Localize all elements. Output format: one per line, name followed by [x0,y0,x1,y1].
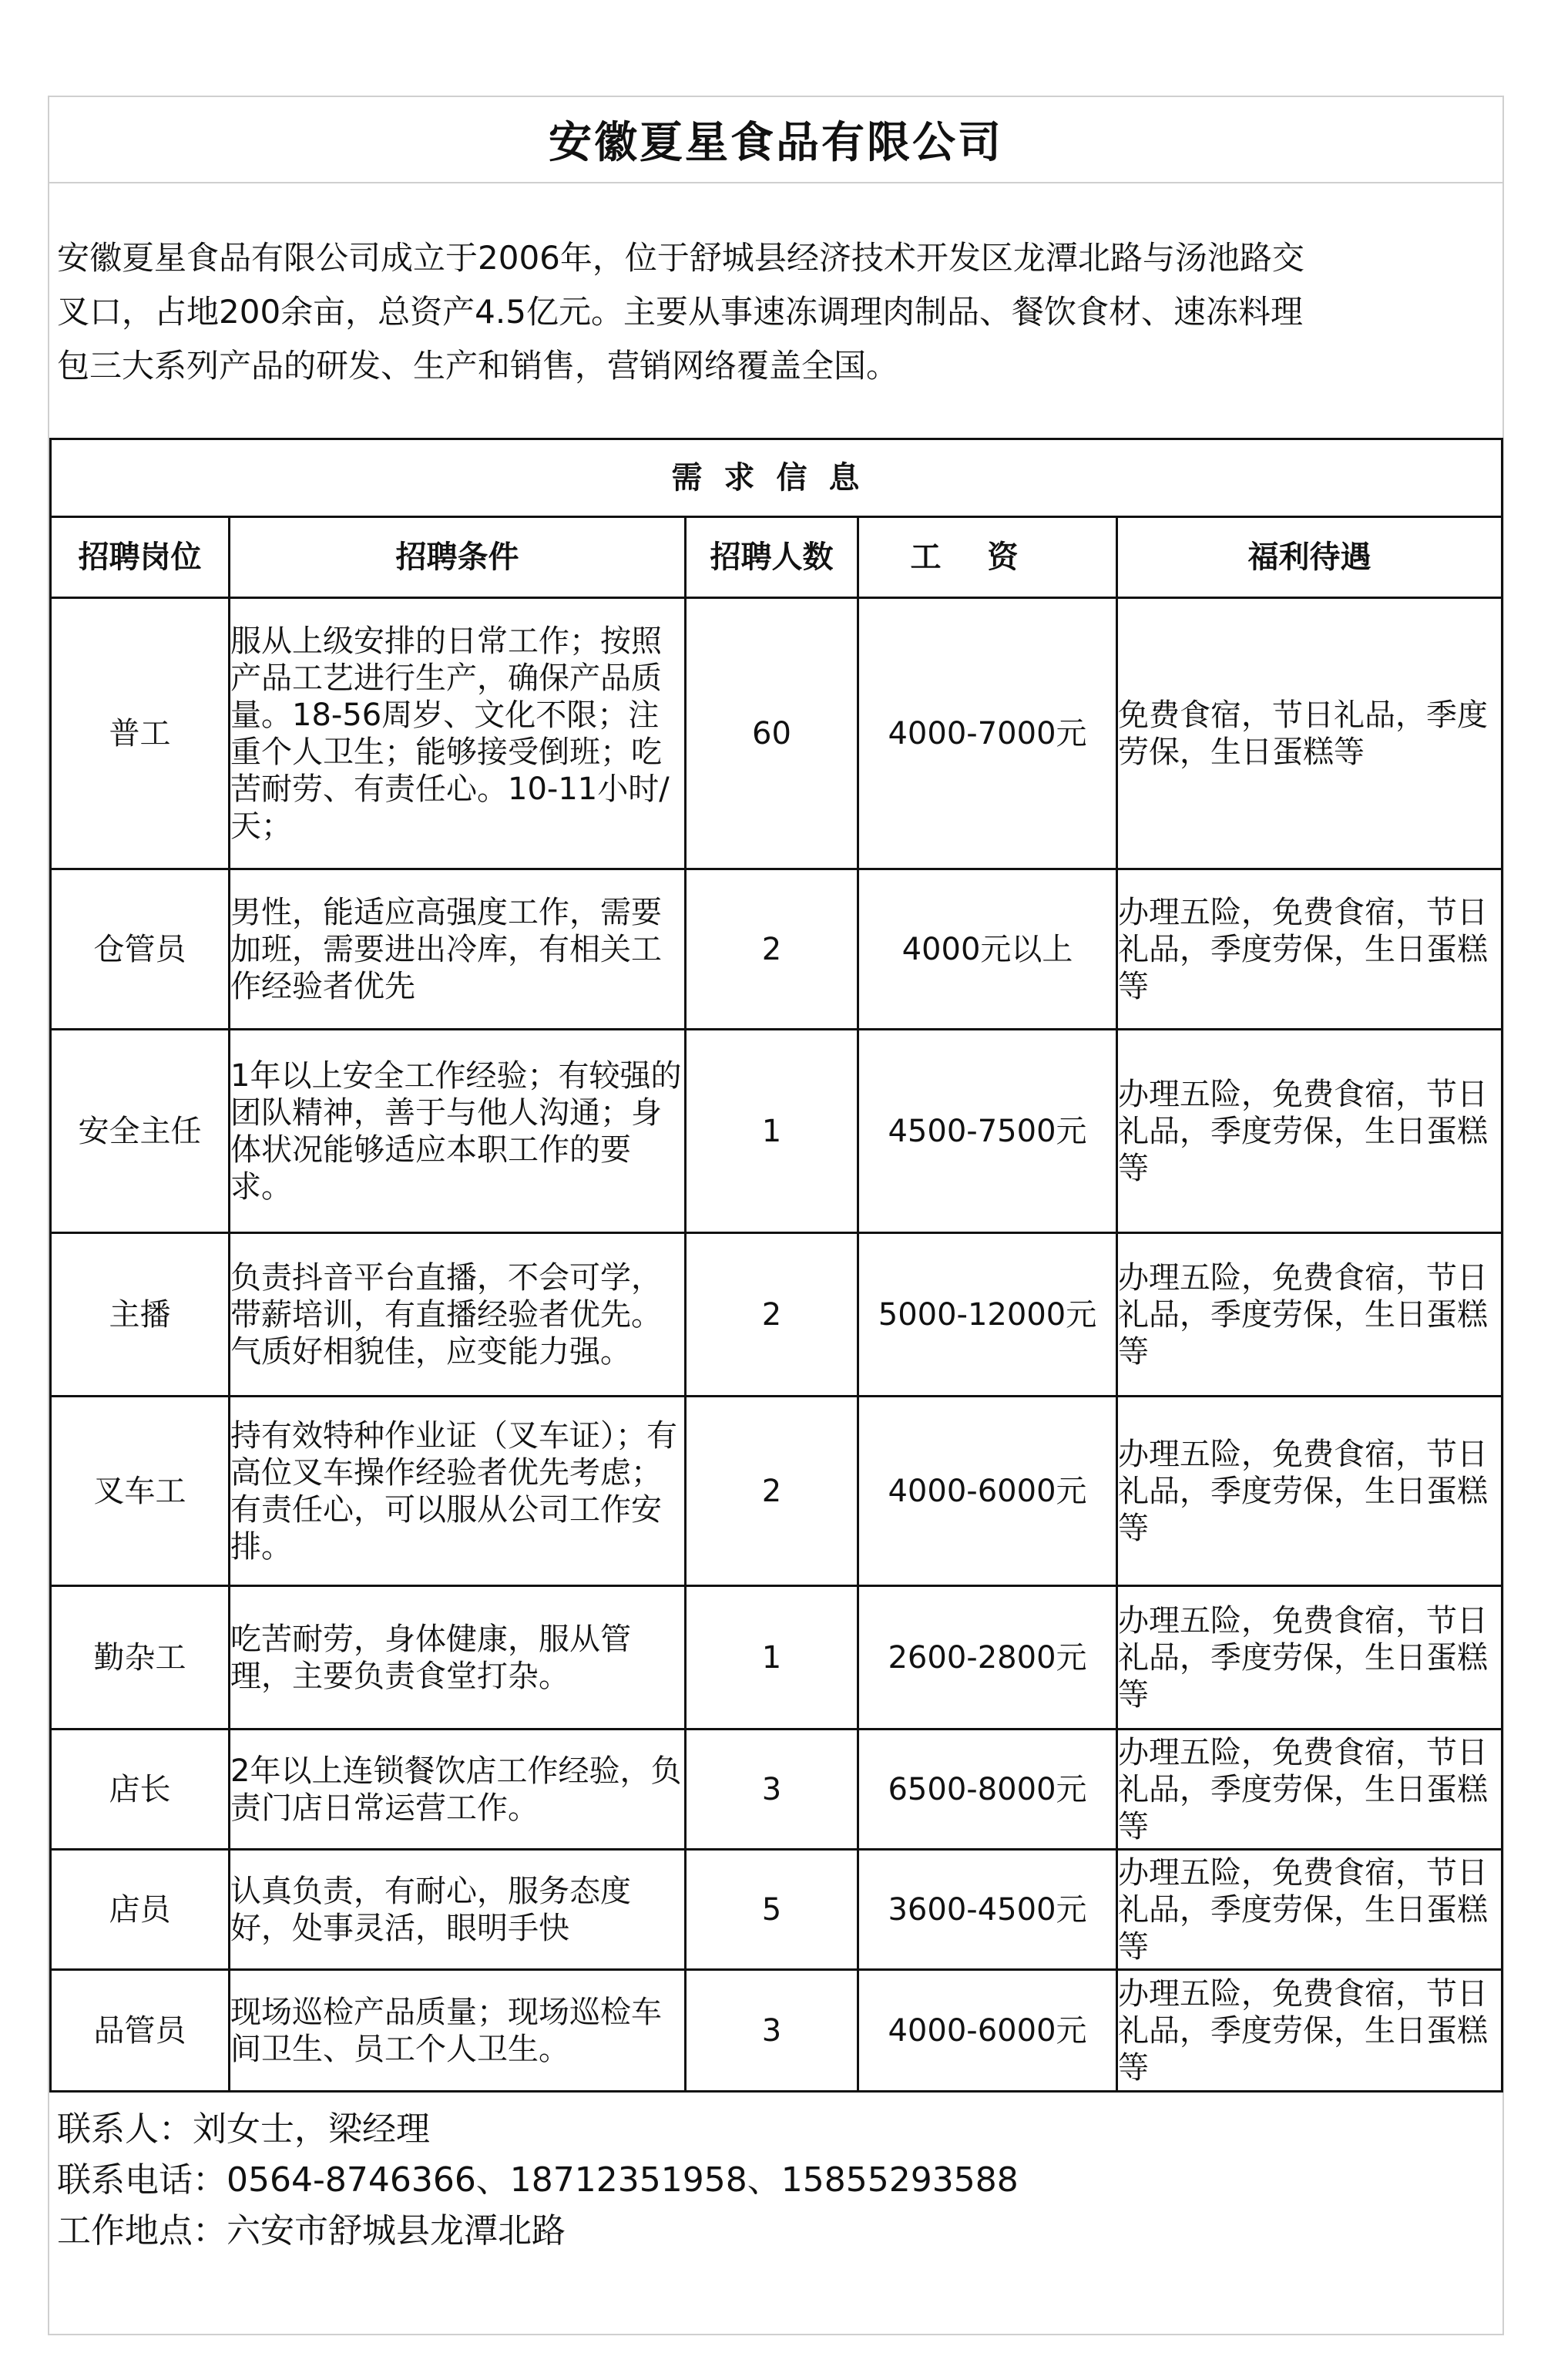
cell-position: 安全主任 [51,1030,230,1233]
cell-salary: 6500-8000元 [858,1730,1117,1850]
table-row [51,1233,1502,1397]
cell-requirements: 2年以上连锁餐饮店工作经验，负责门店日常运营工作。 [230,1730,686,1850]
cell-position: 叉车工 [51,1397,230,1586]
cell-requirements: 吃苦耐劳，身体健康，服从管理，主要负责食堂打杂。 [230,1586,686,1730]
cell-position: 普工 [51,598,230,869]
cell-salary: 4000-6000元 [858,1970,1117,2092]
header-benefits: 福利待遇 [1117,517,1502,598]
cell-salary: 4000元以上 [858,869,1117,1030]
table-row [51,1397,1502,1586]
cell-benefits: 办理五险，免费食宿，节日礼品，季度劳保，生日蛋糕等 [1117,1030,1502,1233]
cell-benefits: 办理五险，免费食宿，节日礼品，季度劳保，生日蛋糕等 [1117,869,1502,1030]
cell-benefits: 办理五险，免费食宿，节日礼品，季度劳保，生日蛋糕等 [1117,1730,1502,1850]
cell-benefits: 办理五险，免费食宿，节日礼品，季度劳保，生日蛋糕等 [1117,1970,1502,2092]
column-header-row [51,517,1502,598]
header-salary: 工资 [858,517,1117,598]
cell-position: 品管员 [51,1970,230,2092]
cell-count: 2 [686,869,858,1030]
table-row [51,1030,1502,1233]
header-position: 招聘岗位 [51,517,230,598]
cell-count: 5 [686,1850,858,1970]
cell-count: 2 [686,1397,858,1586]
cell-requirements: 男性，能适应高强度工作，需要加班，需要进出冷库，有相关工作经验者优先 [230,869,686,1030]
cell-position: 店员 [51,1850,230,1970]
cell-requirements: 持有效特种作业证（叉车证）；有高位叉车操作经验者优先考虑；有责任心，可以服从公司工作安排。 [230,1397,686,1586]
cell-requirements: 1年以上安全工作经验；有较强的团队精神，善于与他人沟通；身体状况能够适应本职工作的要求。 [230,1030,686,1233]
cell-salary: 2600-2800元 [858,1586,1117,1730]
cell-count: 1 [686,1586,858,1730]
cell-position: 店长 [51,1730,230,1850]
cell-requirements: 现场巡检产品质量；现场巡检车间卫生、员工个人卫生。 [230,1970,686,2092]
cell-salary: 5000-12000元 [858,1233,1117,1397]
cell-count: 60 [686,598,858,869]
jobs-table [49,438,1503,2093]
cell-benefits: 办理五险，免费食宿，节日礼品，季度劳保，生日蛋糕等 [1117,1586,1502,1730]
table-row [51,1850,1502,1970]
table-row [51,1730,1502,1850]
section-header-row [51,439,1502,517]
cell-salary: 4500-7500元 [858,1030,1117,1233]
cell-benefits: 办理五险，免费食宿，节日礼品，季度劳保，生日蛋糕等 [1117,1397,1502,1586]
cell-requirements: 认真负责，有耐心，服务态度好，处事灵活，眼明手快 [230,1850,686,1970]
cell-requirements: 服从上级安排的日常工作；按照产品工艺进行生产，确保产品质量。18-56周岁、文化不限；注重个人卫生；能够接受倒班；吃苦耐劳、有责任心。10-11小时/天； [230,598,686,869]
cell-count: 2 [686,1233,858,1397]
cell-count: 1 [686,1030,858,1233]
contact-phone: 联系电话：0564-8746366、18712351958、15855293588 [57,2160,1019,2200]
cell-benefits: 办理五险，免费食宿，节日礼品，季度劳保，生日蛋糕等 [1117,1850,1502,1970]
cell-position: 勤杂工 [51,1586,230,1730]
cell-position: 仓管员 [51,869,230,1030]
cell-count: 3 [686,1970,858,2092]
table-row [51,869,1502,1030]
table-row [51,1970,1502,2092]
table-row [51,598,1502,869]
work-address: 工作地点：六安市舒城县龙潭北路 [57,2211,566,2251]
company-title: 安徽夏星食品有限公司 [549,118,1003,168]
title-divider [48,182,1504,183]
section-title: 需求信息 [51,439,1502,517]
header-count: 招聘人数 [686,517,858,598]
cell-requirements: 负责抖音平台直播，不会可学，带薪培训，有直播经验者优先。气质好相貌佳，应变能力强。 [230,1233,686,1397]
contact-info [57,2104,1490,2257]
cell-benefits: 办理五险，免费食宿，节日礼品，季度劳保，生日蛋糕等 [1117,1233,1502,1397]
table-row [51,1586,1502,1730]
cell-salary: 4000-6000元 [858,1397,1117,1586]
header-requirements: 招聘条件 [230,517,686,598]
cell-benefits: 免费食宿，节日礼品，季度劳保，生日蛋糕等 [1117,598,1502,869]
company-intro: 安徽夏星食品有限公司成立于2006年，位于舒城县经济技术开发区龙潭北路与汤池路交 叉口，占地200余亩，总资产4.5亿元。主要从事速冻调理肉制品、餐饮食材、速冻料理 包三大系列产品的研发、生产和销售，营销网络覆盖全国。 [57,239,1304,385]
cell-count: 3 [686,1730,858,1850]
cell-salary: 4000-7000元 [858,598,1117,869]
cell-position: 主播 [51,1233,230,1397]
cell-salary: 3600-4500元 [858,1850,1117,1970]
contact-person: 联系人：刘女士，梁经理 [57,2109,430,2149]
